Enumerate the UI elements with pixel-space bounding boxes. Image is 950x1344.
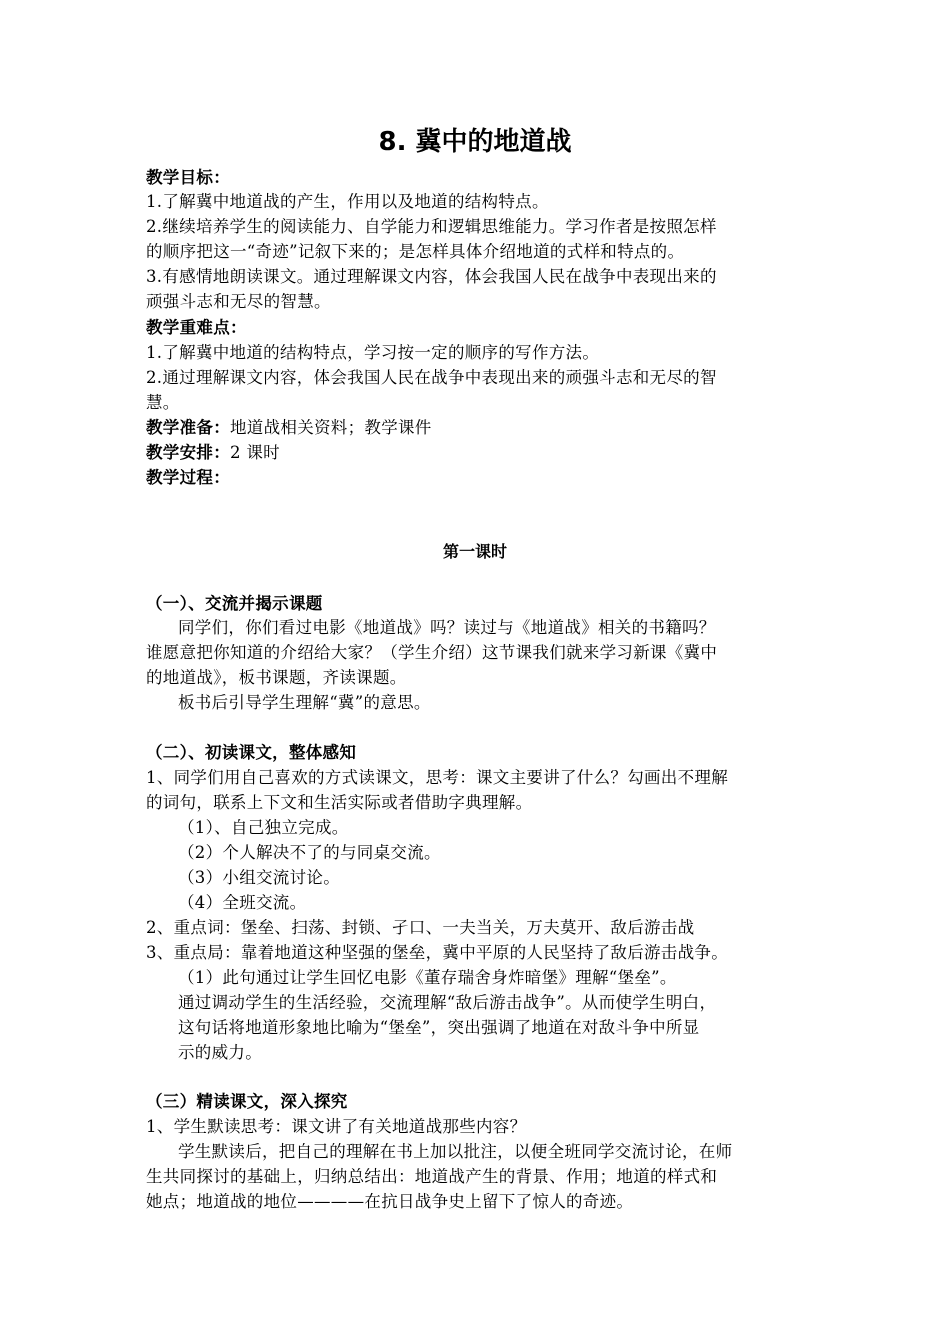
- section1-line: 同学们，你们看过电影《地道战》吗？读过与《地道战》相关的书籍吗？: [178, 618, 716, 637]
- page-title: 8. 冀中的地道战: [378, 127, 572, 157]
- section1-line: 板书后引导学生理解“冀”的意思。: [178, 693, 431, 712]
- section3-line: 学生默读后，把自己的理解在书上加以批注，以便全班同学交流讨论，在师: [178, 1142, 733, 1161]
- section2-heading: （二）、初读课文，整体感知: [146, 743, 357, 762]
- section2-line: 这句话将地道形象地比喻为“堡垒”，突出强调了地道在对敌斗争中所显: [178, 1018, 700, 1037]
- section1-heading: （一）、交流并揭示课题: [146, 594, 323, 613]
- section2-line: （4）全班交流。: [178, 893, 307, 912]
- section2-line: （2）个人解决不了的与同桌交流。: [178, 843, 441, 862]
- key-point-line: 慧。: [146, 393, 180, 412]
- objective-line: 的顺序把这一“奇迹”记叙下来的；是怎样具体介绍地道的式样和特点的。: [146, 242, 685, 261]
- section2-line: 示的威力。: [178, 1043, 262, 1062]
- section2-line: 的词句，联系上下文和生活实际或者借助字典理解。: [146, 793, 533, 812]
- preparation-label: 教学准备：: [146, 418, 230, 437]
- lesson-title: 第一课时: [442, 542, 507, 561]
- section1-line: 谁愿意把你知道的介绍给大家？（学生介绍）这节课我们就来学习新课《冀中: [146, 643, 718, 662]
- section2-line: 3、重点局：靠着地道这种坚强的堡垒，冀中平原的人民坚持了敌后游击战争。: [146, 943, 728, 962]
- objective-line: 1.了解冀中地道战的产生，作用以及地道的结构特点。: [146, 192, 549, 211]
- key-point-line: 1.了解冀中地道的结构特点，学习按一定的顺序的写作方法。: [146, 343, 600, 362]
- objective-line: 3.有感情地朗读课文。通过理解课文内容，体会我国人民在战争中表现出来的: [146, 267, 717, 286]
- section2-line: （3）小组交流讨论。: [178, 868, 340, 887]
- schedule-value: 2 课时: [230, 443, 280, 462]
- objective-line: 2.继续培养学生的阅读能力、自学能力和逻辑思维能力。学习作者是按照怎样: [146, 217, 717, 236]
- process-heading: 教学过程：: [146, 468, 230, 487]
- preparation-value: 地道战相关资料；教学课件: [230, 418, 432, 437]
- section2-line: 通过调动学生的生活经验，交流理解“敌后游击战争”。从而使学生明白，: [178, 993, 717, 1012]
- section3-heading: （三）精读课文，深入探究: [146, 1092, 348, 1111]
- key-points-heading: 教学重难点：: [146, 318, 247, 337]
- schedule-line: [146, 441, 280, 465]
- objectives-heading: 教学目标：: [146, 168, 230, 187]
- section3-line: 1、学生默读思考：课文讲了有关地道战那些内容？: [146, 1117, 527, 1136]
- section3-line: 生共同探讨的基础上，归纳总结出：地道战产生的背景、作用；地道的样式和: [146, 1167, 718, 1186]
- objective-line: 顽强斗志和无尽的智慧。: [146, 292, 331, 311]
- section2-line: （1）此句通过让学生回忆电影《董存瑞舍身炸暗堡》理解“堡垒”。: [178, 968, 677, 987]
- section2-line: 2、重点词：堡垒、扫荡、封锁、孑口、一夫当关，万夫莫开、敌后游击战: [146, 918, 695, 937]
- schedule-label: 教学安排：: [146, 443, 230, 462]
- section1-line: 的地道战》，板书课题，齐读课题。: [146, 668, 407, 687]
- section2-line: （1）、自己独立完成。: [178, 818, 349, 837]
- section3-line: 她点；地道战的地位————在抗日战争史上留下了惊人的奇迹。: [146, 1192, 634, 1211]
- section2-line: 1、同学们用自己喜欢的方式读课文，思考：课文主要讲了什么？勾画出不理解: [146, 768, 728, 787]
- key-point-line: 2.通过理解课文内容，体会我国人民在战争中表现出来的顽强斗志和无尽的智: [146, 368, 717, 387]
- preparation-line: [146, 416, 432, 440]
